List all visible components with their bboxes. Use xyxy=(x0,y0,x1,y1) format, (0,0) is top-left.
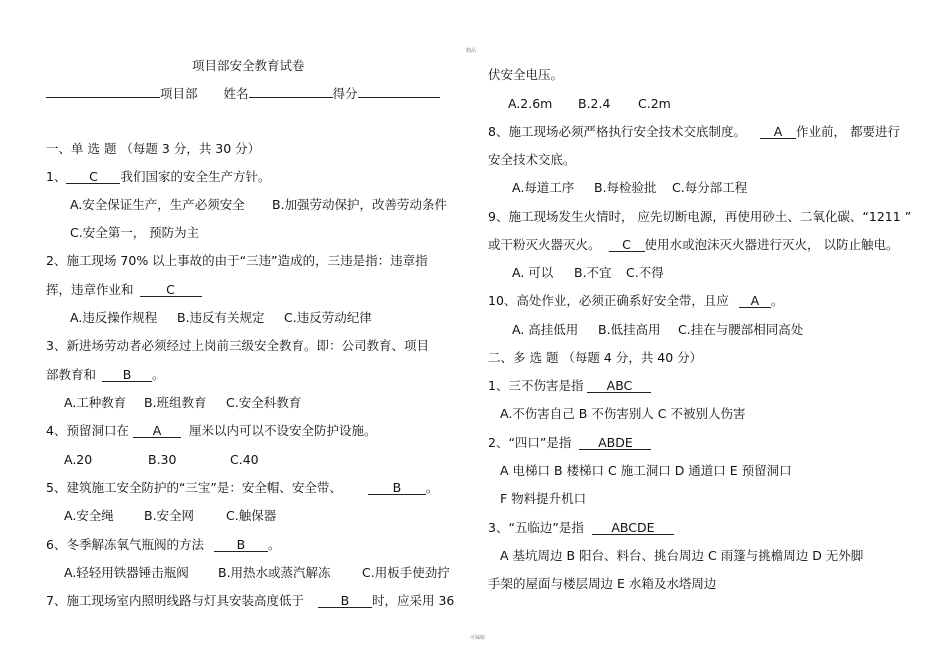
m2-text: 2、“四口”是指 xyxy=(488,435,572,450)
q4-text: 4、预留洞口在 xyxy=(46,423,129,438)
q9-option-c: C.不得 xyxy=(626,265,664,280)
q3-option-b: B.班组教育 xyxy=(144,395,207,410)
q8-option-a: A.每道工序 xyxy=(512,180,575,195)
q5-option-c: C.触保器 xyxy=(226,508,277,523)
m3-line2: 手架的屋面与楼层周边 E 水箱及水塔周边 xyxy=(488,576,717,591)
dept-blank[interactable] xyxy=(46,97,160,98)
q8-text: 8、施工现场必须严格执行安全技术交底制度。 xyxy=(488,124,746,139)
q1-answer: C xyxy=(66,170,120,184)
q3-option-a: A.工种教育 xyxy=(64,395,127,410)
q10-answer: A xyxy=(739,294,771,308)
q4-option-c: C.40 xyxy=(230,452,259,467)
q4-option-a: A.20 xyxy=(64,452,93,467)
left-column xyxy=(0,0,470,672)
m3-text: 3、“五临边”是指 xyxy=(488,520,584,535)
q4-answer: A xyxy=(133,424,181,438)
q3-answer: B xyxy=(102,368,152,382)
q8-text-post: 作业前， 都要进行 xyxy=(795,124,900,139)
q6-option-b: B.用热水或蒸汽解冻 xyxy=(218,565,331,580)
q10-option-c: C.挂在与腰部相同高处 xyxy=(678,322,804,337)
q7-text-post: 时，应采用 36 xyxy=(371,593,455,608)
q6-end: 。 xyxy=(267,537,281,552)
q7-option-c: C.2m xyxy=(638,96,671,111)
m1-answer: ABC xyxy=(587,379,651,393)
q8-option-b: B.每检验批 xyxy=(594,180,657,195)
q10 xyxy=(488,293,783,309)
q9-option-a: A. 可以 xyxy=(512,265,554,280)
m2-answer: ABDE xyxy=(579,436,651,450)
q5 xyxy=(46,480,438,496)
q3-text: 部教育和 xyxy=(46,367,97,382)
m1-text: 1、三不伤害是指 xyxy=(488,378,584,393)
q3-line2 xyxy=(46,367,165,383)
score-blank[interactable] xyxy=(358,97,440,98)
q5-option-a: A.安全绳 xyxy=(64,508,114,523)
q8 xyxy=(488,124,900,140)
q8-line2: 安全技术交底。 xyxy=(488,152,576,167)
q7-option-b: B.2.4 xyxy=(578,96,611,111)
q1 xyxy=(46,169,270,185)
q9-answer: C xyxy=(609,238,645,252)
q1-option-a: A.安全保证生产，生产必须安全 xyxy=(70,197,245,212)
info-line xyxy=(46,86,440,102)
q3-option-c: C.安全科教育 xyxy=(226,395,302,410)
q9-option-b: B.不宜 xyxy=(574,265,612,280)
m1 xyxy=(488,378,651,394)
q9-text-post: 使用水或泡沫灭火器进行灭火， 以防止触电。 xyxy=(644,237,899,252)
q2-text: 挥，违章作业和 xyxy=(46,282,134,297)
page-title: 项目部安全教育试卷 xyxy=(192,58,305,73)
right-column xyxy=(470,0,950,672)
q1-option-b: B.加强劳动保护，改善劳动条件 xyxy=(272,197,448,212)
score-label: 得分 xyxy=(332,86,358,101)
m1-options: A.不伤害自己 B 不伤害别人 C 不被别人伤害 xyxy=(500,406,746,421)
q3-end: 。 xyxy=(152,367,165,382)
q6-text: 6、冬季解冻氧气瓶阀的方法 xyxy=(46,537,204,552)
q6-option-c: C.用板手使劲拧 xyxy=(362,565,450,580)
q5-text: 5、建筑施工安全防护的“三宝”是：安全帽、安全带、 xyxy=(46,480,342,495)
q2-line1: 2、施工现场 70% 以上事故的由于“三违”造成的，三违是指：违章指 xyxy=(46,253,428,268)
m2-option-f: F 物料提升机口 xyxy=(500,491,587,506)
q2-option-b: B.违反有关规定 xyxy=(177,310,265,325)
q1-text: 我们国家的安全生产方针。 xyxy=(120,169,271,184)
q10-option-b: B.低挂高用 xyxy=(598,322,661,337)
q4-option-b: B.30 xyxy=(148,452,177,467)
dept-label: 项目部 xyxy=(160,86,198,101)
q3-line1: 3、新进场劳动者必须经过上岗前三级安全教育。即：公司教育、项目 xyxy=(46,338,429,353)
footer-watermark: 可编辑 xyxy=(470,635,486,641)
header-watermark: 精品 xyxy=(466,48,477,54)
q5-end: 。 xyxy=(425,480,439,495)
q10-end: 。 xyxy=(770,293,784,308)
q7-option-a: A.2.6m xyxy=(508,96,553,111)
q9-text: 或干粉灭火器灭火。 xyxy=(488,237,601,252)
q5-option-b: B.安全网 xyxy=(144,508,195,523)
q2-option-a: A.违反操作规程 xyxy=(70,310,158,325)
q1-num: 1、 xyxy=(46,169,67,184)
q10-text: 10、高处作业，必须正确系好安全带，且应 xyxy=(488,293,729,308)
q6-option-a: A.轻轻用铁器锤击瓶阀 xyxy=(64,565,189,580)
q2-option-c: C.违反劳动纪律 xyxy=(284,310,372,325)
q7-continued: 伏安全电压。 xyxy=(488,67,564,82)
q4 xyxy=(46,423,376,439)
name-blank[interactable] xyxy=(249,97,333,98)
m3 xyxy=(488,520,674,536)
q6-answer: B xyxy=(214,538,268,552)
section-multiple-choice: 二、多 选 题 （每题 4 分，共 40 分） xyxy=(488,350,703,365)
q1-option-c: C.安全第一， 预防为主 xyxy=(70,225,200,240)
q9-line2 xyxy=(488,237,899,253)
q2-line2 xyxy=(46,282,202,298)
q8-option-c: C.每分部工程 xyxy=(672,180,748,195)
q4-text-post: 厘米以内可以不设安全防护设施。 xyxy=(188,423,377,438)
q6 xyxy=(46,537,280,553)
q8-answer: A xyxy=(760,125,796,139)
q5-answer: B xyxy=(368,481,426,495)
name-label: 姓名 xyxy=(223,86,249,101)
q7-text: 7、施工现场室内照明线路与灯具安装高度低于 xyxy=(46,593,304,608)
section-single-choice: 一、单 选 题 （每题 3 分，共 30 分） xyxy=(46,141,261,156)
m3-answer: ABCDE xyxy=(592,521,674,535)
q2-answer: C xyxy=(140,283,202,297)
m3-options: A 基坑周边 B 阳台、料台、挑台周边 C 雨篷与挑檐周边 D 无外脚 xyxy=(500,548,864,563)
q7-answer: B xyxy=(318,594,372,608)
m2-options: A 电梯口 B 楼梯口 C 施工洞口 D 通道口 E 预留洞口 xyxy=(500,463,792,478)
q7 xyxy=(46,593,454,609)
m2 xyxy=(488,435,651,451)
q9-line1: 9、施工现场发生火情时， 应先切断电源，再使用砂土、二氧化碳、“1211 ” xyxy=(488,209,912,224)
q10-option-a: A. 高挂低用 xyxy=(512,322,579,337)
